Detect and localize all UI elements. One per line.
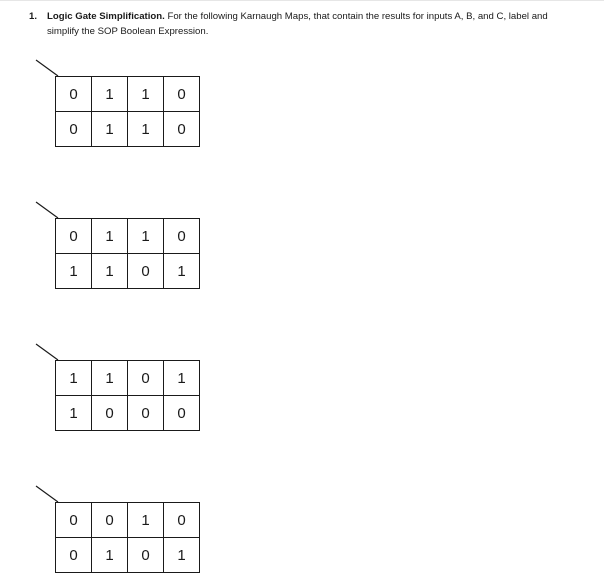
question-text-line1: For the following Karnaugh Maps, that contain the results for inputs A, B, and C, label and: [164, 11, 548, 22]
kmap-cell: 0: [164, 77, 200, 112]
kmap-cell: 0: [128, 396, 164, 431]
kmap-cell: 1: [92, 538, 128, 573]
kmap-cell: 1: [164, 254, 200, 289]
question-text-line2: simplify the SOP Boolean Expression.: [47, 26, 209, 37]
kmap-cell: 0: [128, 361, 164, 396]
kmap-corner-diagonal: [36, 486, 60, 503]
kmap-cell: 1: [164, 361, 200, 396]
kmap-3: [36, 344, 206, 439]
kmap-1: [36, 60, 206, 155]
kmap-cell: 1: [92, 254, 128, 289]
question-1: [29, 9, 589, 39]
kmap-cell: 0: [164, 503, 200, 538]
kmap-cell: 0: [92, 396, 128, 431]
kmap-cell: 0: [56, 77, 92, 112]
kmap-grid: [55, 76, 200, 147]
kmap-cell: 1: [92, 361, 128, 396]
kmap-cell: 0: [92, 503, 128, 538]
kmap-row: [56, 254, 200, 289]
kmap-4: [36, 486, 206, 581]
kmap-corner-diagonal: [36, 344, 60, 361]
kmap-cell: 1: [128, 503, 164, 538]
kmap-cell: 1: [164, 538, 200, 573]
kmap-cell: 1: [92, 219, 128, 254]
kmap-cell: 1: [56, 361, 92, 396]
kmap-row: [56, 219, 200, 254]
kmap-corner-diagonal: [36, 60, 60, 77]
kmap-grid: [55, 502, 200, 573]
kmap-cell: 0: [164, 219, 200, 254]
kmap-cell: 1: [92, 112, 128, 147]
kmap-cell: 1: [128, 112, 164, 147]
kmap-row: [56, 112, 200, 147]
kmap-cell: 0: [56, 503, 92, 538]
kmap-corner-diagonal: [36, 202, 60, 219]
page-top-rule: [0, 0, 604, 1]
kmap-row: [56, 77, 200, 112]
kmap-row: [56, 361, 200, 396]
kmap-cell: 0: [56, 538, 92, 573]
kmap-cell: 0: [56, 112, 92, 147]
kmap-2: [36, 202, 206, 297]
kmap-cell: 1: [56, 254, 92, 289]
kmap-row: [56, 538, 200, 573]
kmap-cell: 1: [56, 396, 92, 431]
kmap-row: [56, 396, 200, 431]
kmap-cell: 1: [92, 77, 128, 112]
kmap-cell: 0: [164, 112, 200, 147]
kmap-cell: 0: [128, 254, 164, 289]
kmap-cell: 0: [164, 396, 200, 431]
kmap-cell: 1: [128, 77, 164, 112]
kmap-cell: 1: [128, 219, 164, 254]
question-number: 1.: [29, 11, 38, 22]
kmap-cell: 0: [56, 219, 92, 254]
kmap-grid: [55, 218, 200, 289]
question-title: Logic Gate Simplification.: [47, 11, 165, 22]
kmap-row: [56, 503, 200, 538]
kmap-cell: 0: [128, 538, 164, 573]
kmap-grid: [55, 360, 200, 431]
